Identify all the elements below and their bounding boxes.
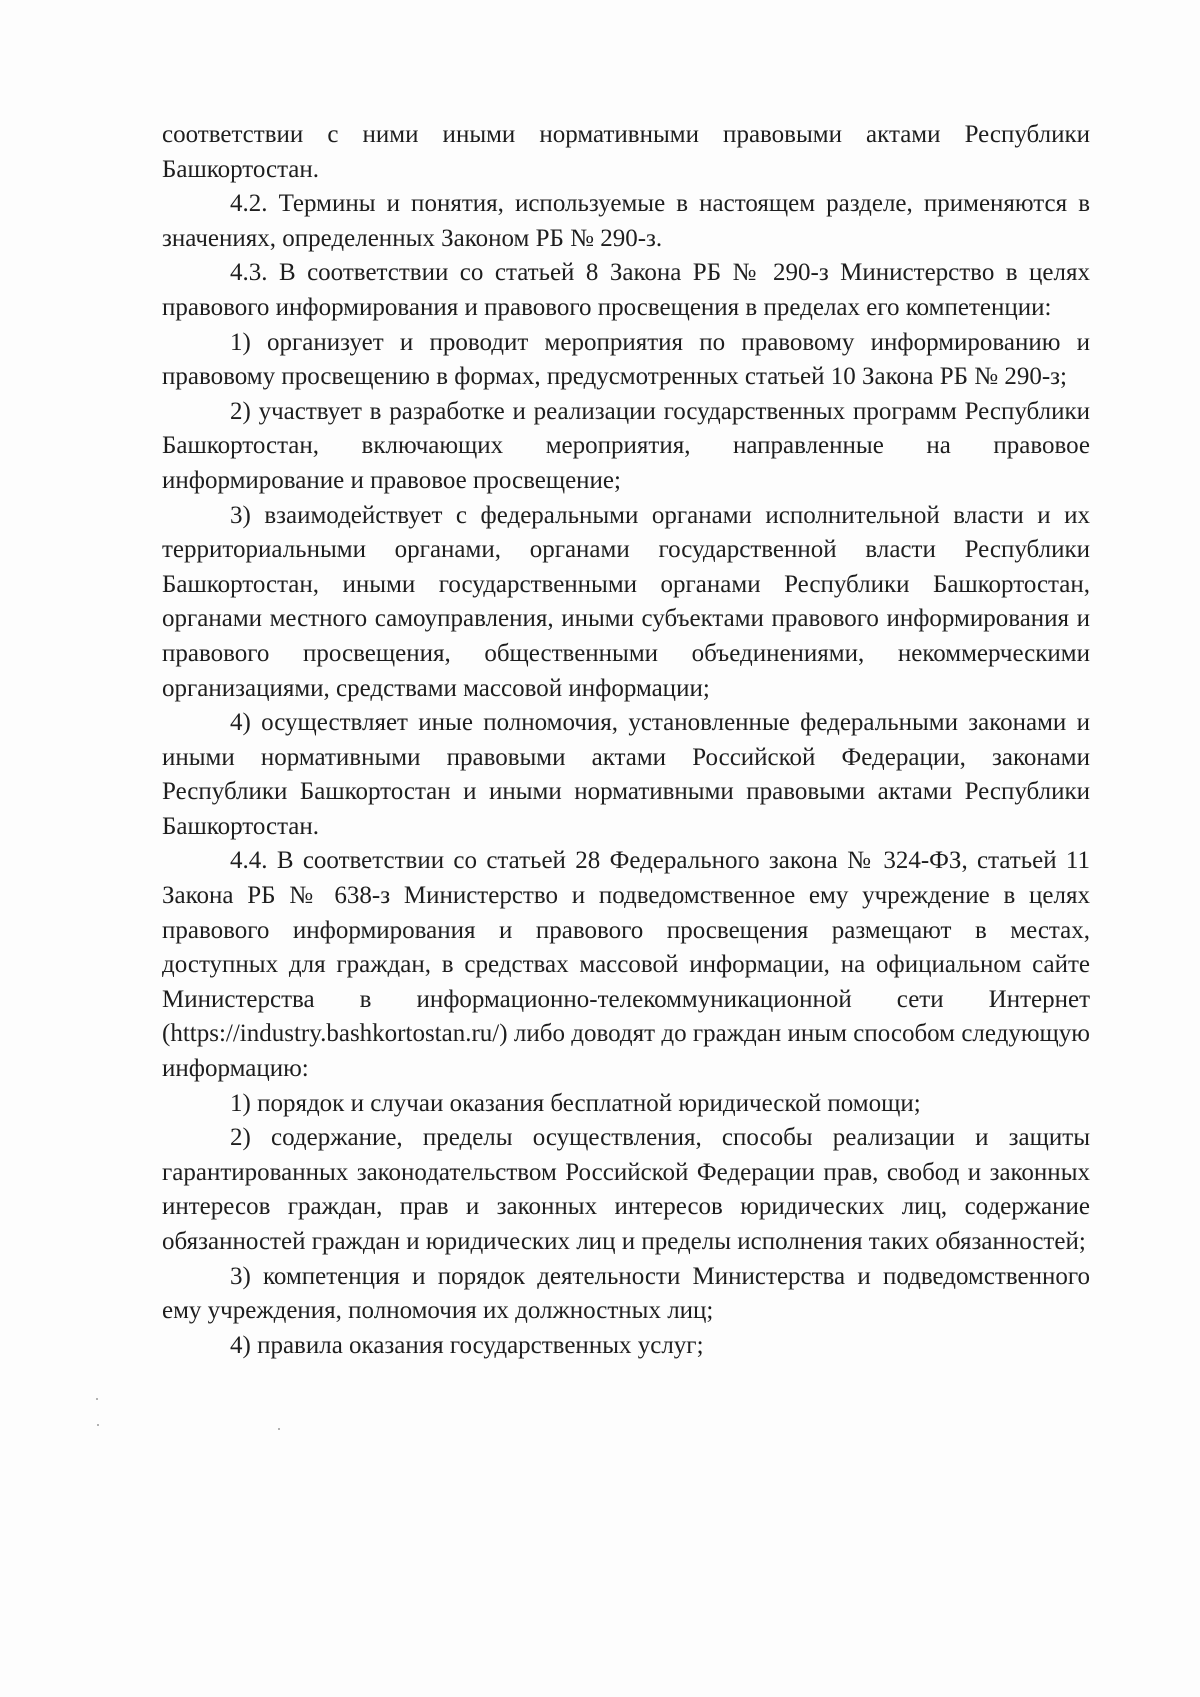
scan-speck: [96, 1398, 98, 1400]
paragraph-4-4: 4.4. В соответствии со статьей 28 Федерального закона № 324-ФЗ, статьей 11 Закона РБ № 638-з Министерство и подведомственное ему учреждение в целях правового информирования и правового просвещения размещают в местах, доступных для граждан, в средствах массовой информации, на официальном сайте Министерства в информационно-телекоммуникационной сети Интернет (https://industry.bashkortostan.ru/) либо доводят до граждан иным способом следующую информацию:: [162, 847, 1090, 1083]
paragraph-4-3: 4.3. В соответствии со статьей 8 Закона РБ № 290-з Министерство в целях правового информирования и правового просвещения в пределах его компетенции:: [162, 259, 1090, 321]
paragraph-4-2: 4.2. Термины и понятия, используемые в настоящем разделе, применяются в значениях, определенных Законом РБ № 290-з.: [162, 190, 1090, 252]
paragraph-continuation: соответствии с ними иными нормативными правовыми актами Республики Башкортостан.: [162, 121, 1090, 183]
paragraph-4-4-item-4: 4) правила оказания государственных услуг;: [230, 1331, 704, 1359]
paragraph-4-4-item-1: 1) порядок и случаи оказания бесплатной юридической помощи;: [230, 1089, 921, 1117]
paragraph-4-4-item-2: 2) содержание, пределы осуществления, способы реализации и защиты гарантированных законодательством Российской Федерации прав, свобод и законных интересов граждан, прав и законных интересов юридических лиц, содержание обязанностей граждан и юридических лиц и пределы исполнения таких обязанностей;: [162, 1124, 1090, 1255]
document-body: [162, 118, 1090, 1363]
scan-speck: [278, 1428, 280, 1430]
paragraph-4-3-item-3: 3) взаимодействует с федеральными органами исполнительной власти и их территориальными органами, органами государственной власти Республики Башкортостан, иными государственными органами Республики Башкортостан, органами местного самоуправления, иными субъектами правового информирования и правового просвещения, общественными объединениями, некоммерческими организациями, средствами массовой информации;: [162, 501, 1090, 702]
paragraph-4-4-item-3: 3) компетенция и порядок деятельности Министерства и подведомственного ему учреждения, полномочия их должностных лиц;: [162, 1262, 1090, 1325]
paragraph-4-3-item-4: 4) осуществляет иные полномочия, установленные федеральными законами и иными нормативными правовыми актами Российской Федерации, законами Республики Башкортостан и иными нормативными правовыми актами Республики Башкортостан.: [162, 709, 1090, 840]
scan-speck: [97, 1424, 99, 1426]
paragraph-4-3-item-2: 2) участвует в разработке и реализации государственных программ Республики Башкортостан, включающих мероприятия, направленные на правовое информирование и правовое просвещение;: [162, 397, 1090, 494]
paragraph-4-3-item-1: 1) организует и проводит мероприятия по правовому информированию и правовому просвещению в формах, предусмотренных статьей 10 Закона РБ № 290-з;: [162, 328, 1090, 391]
